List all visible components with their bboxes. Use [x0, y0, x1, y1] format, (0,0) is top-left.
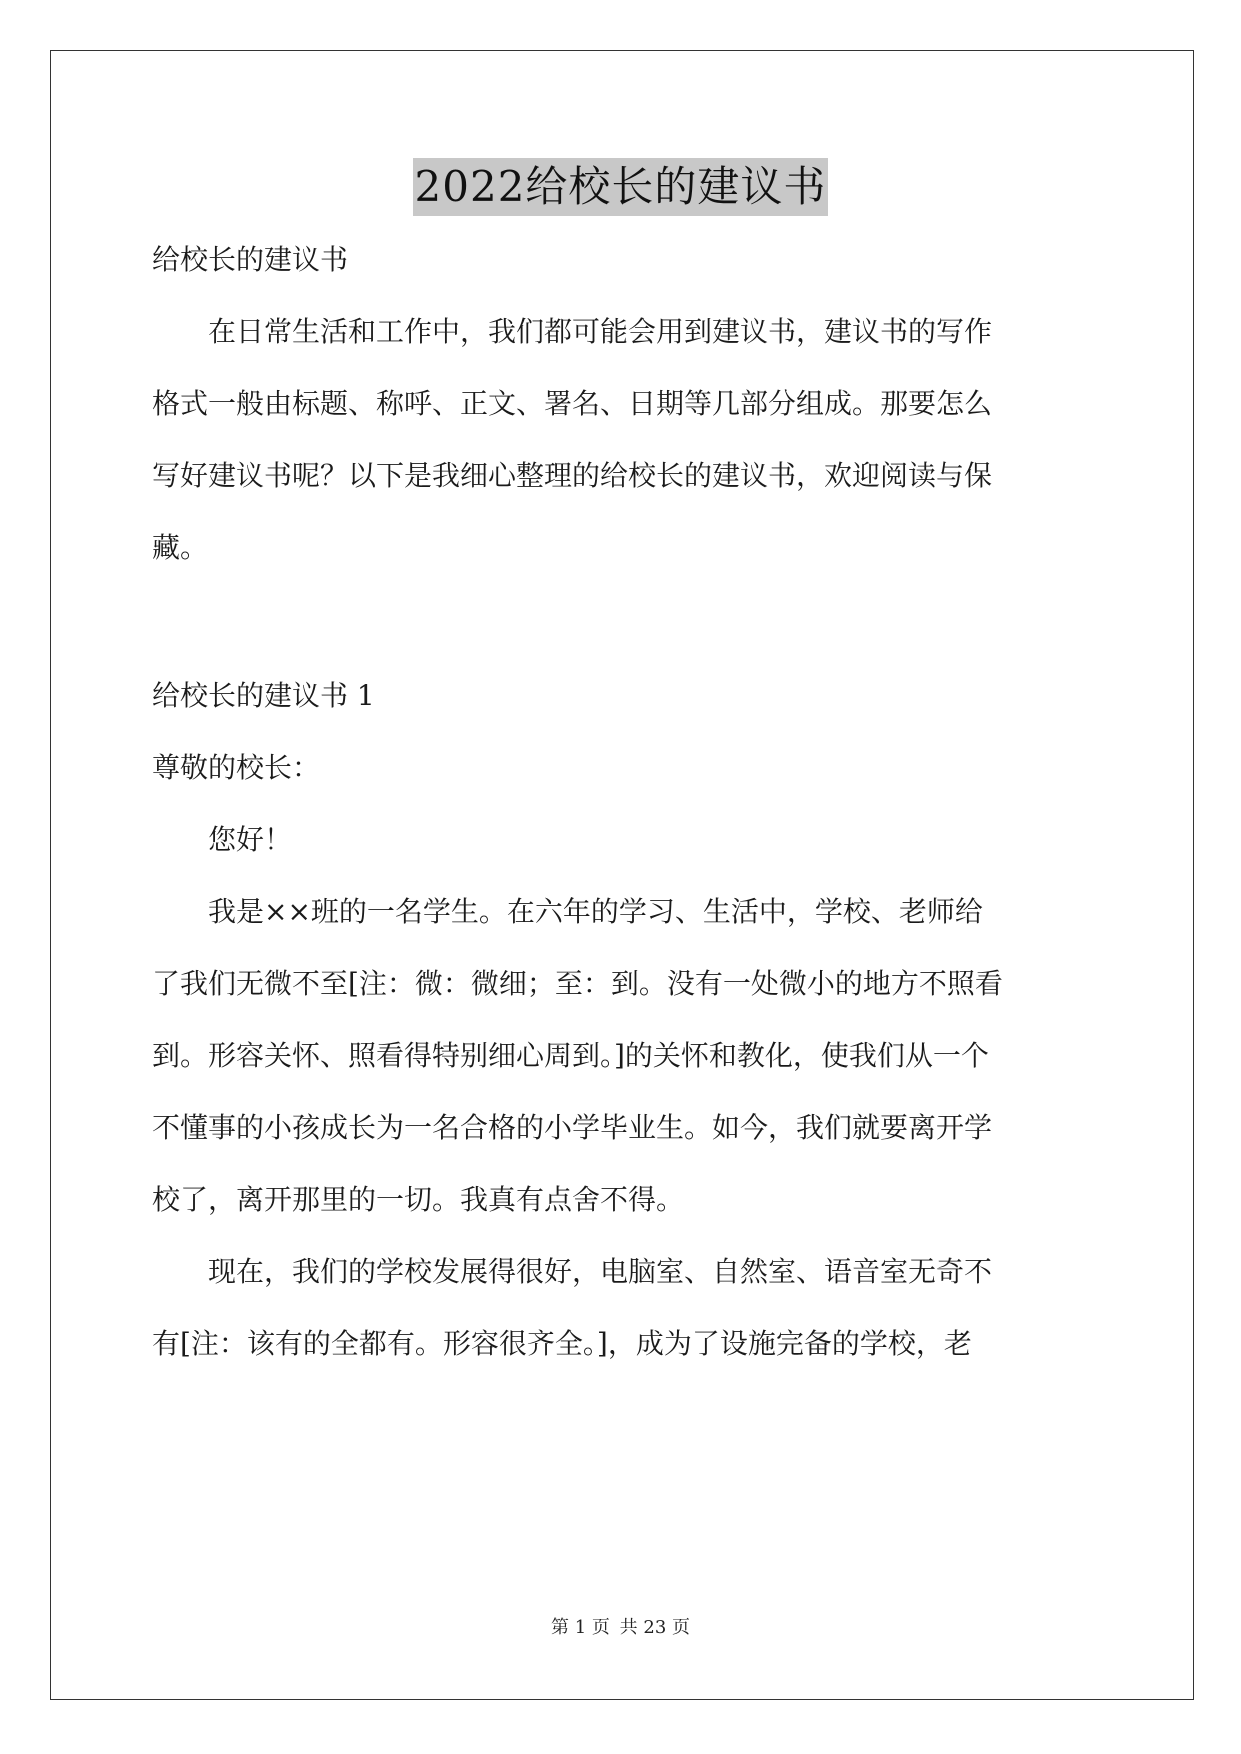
paragraph-line: 我是××班的一名学生。在六年的学习、生活中，学校、老师给: [152, 895, 983, 928]
page-footer: [0, 1616, 1241, 1640]
paragraph-line: 有[注：该有的全都有。形容很齐全。]，成为了设施完备的学校，老: [152, 1327, 972, 1360]
page-border: [50, 50, 1194, 1700]
page-number: 第 1 页: [551, 1617, 610, 1638]
page-total: 共 23 页: [619, 1617, 690, 1638]
salutation: 尊敬的校长：: [152, 751, 321, 784]
paragraph-line: 现在，我们的学校发展得很好，电脑室、自然室、语音室无奇不: [152, 1255, 993, 1288]
paragraph-line: 写好建议书呢？以下是我细心整理的给校长的建议书，欢迎阅读与保: [152, 459, 993, 492]
greeting: 您好！: [152, 823, 293, 856]
paragraph-line: 格式一般由标题、称呼、正文、署名、日期等几部分组成。那要怎么: [152, 387, 993, 420]
section-heading: 给校长的建议书 1: [152, 679, 375, 712]
paragraph-line: 校了，离开那里的一切。我真有点舍不得。: [152, 1183, 685, 1216]
paragraph-line: 到。形容关怀、照看得特别细心周到。]的关怀和教化，使我们从一个: [152, 1039, 989, 1072]
paragraph-line: 在日常生活和工作中，我们都可能会用到建议书，建议书的写作: [152, 315, 993, 348]
paragraph-line: 藏。: [152, 531, 209, 564]
document-title: 2022给校长的建议书: [413, 158, 829, 216]
paragraph-line: 了我们无微不至[注：微：微细；至：到。没有一处微小的地方不照看: [152, 967, 1003, 1000]
paragraph-line: 不懂事的小孩成长为一名合格的小学毕业生。如今，我们就要离开学: [152, 1111, 993, 1144]
subtitle-line: 给校长的建议书: [152, 243, 349, 276]
title-container: [0, 158, 1241, 216]
